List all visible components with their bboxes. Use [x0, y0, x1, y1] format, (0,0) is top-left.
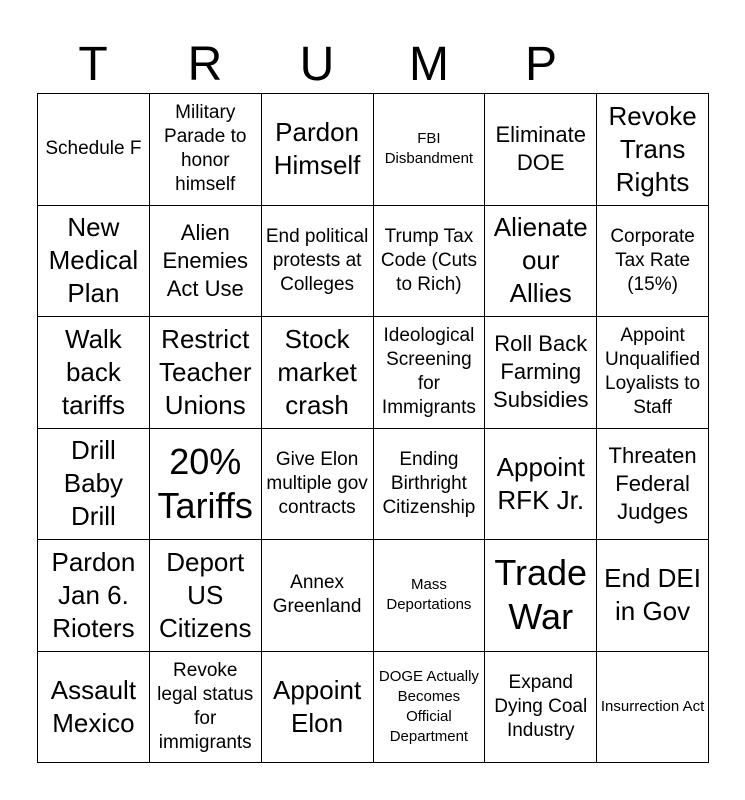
bingo-cell[interactable] — [150, 94, 262, 206]
cell-text: Appoint Unqualified Loyalists to Staff — [605, 325, 701, 419]
bingo-cell[interactable] — [38, 317, 150, 429]
bingo-cell[interactable] — [150, 317, 262, 429]
cell-text: Deport US Citizens — [159, 546, 252, 643]
cell-text: Trump Tax Code (Cuts to Rich) — [380, 225, 477, 295]
bingo-cell[interactable] — [374, 94, 486, 206]
cell-text: Eliminate DOE — [495, 122, 586, 176]
cell-text: Corporate Tax Rate (15%) — [610, 225, 695, 295]
bingo-cell[interactable] — [38, 540, 150, 652]
bingo-cell[interactable] — [262, 94, 374, 206]
cell-text: Give Elon multiple gov contracts — [266, 448, 368, 518]
bingo-cell[interactable] — [374, 429, 486, 541]
bingo-cell[interactable] — [485, 94, 597, 206]
bingo-cell[interactable] — [150, 540, 262, 652]
cell-text: Ideological Screening for Immigrants — [381, 325, 476, 419]
bingo-cell[interactable] — [485, 206, 597, 318]
cell-text: Annex Greenland — [272, 572, 362, 618]
bingo-cell[interactable] — [150, 652, 262, 764]
header-letter-u: U — [299, 38, 335, 91]
header-letter-p: P — [524, 38, 557, 91]
bingo-cell[interactable] — [597, 540, 709, 652]
cell-text: End DEI in Gov — [604, 563, 701, 627]
cell-text: Revoke legal status for immigrants — [157, 659, 254, 753]
cell-text: Expand Dying Coal Industry — [494, 671, 588, 741]
cell-text: Alien Enemies Act Use — [162, 219, 249, 301]
cell-text: Restrict Teacher Unions — [158, 323, 252, 420]
header-letter-m: M — [409, 38, 449, 91]
bingo-board — [37, 93, 709, 763]
cell-text: Roll Back Farming Subsidies — [493, 331, 589, 413]
cell-text: Alienate our Allies — [493, 212, 588, 309]
cell-text: Drill Baby Drill — [63, 435, 124, 532]
cell-text: Schedule F — [45, 138, 142, 160]
bingo-cell[interactable] — [485, 317, 597, 429]
cell-text: Walk back tariffs — [61, 323, 125, 420]
bingo-cell[interactable] — [150, 429, 262, 541]
bingo-cell[interactable] — [597, 317, 709, 429]
bingo-cell[interactable] — [374, 540, 486, 652]
bingo-cell[interactable] — [262, 206, 374, 318]
cell-text: Appoint Elon — [272, 674, 362, 738]
header-letter-r: R — [187, 38, 223, 91]
cell-text: FBI Disbandment — [384, 130, 474, 168]
bingo-cell[interactable] — [485, 429, 597, 541]
bingo-cell[interactable] — [374, 317, 486, 429]
bingo-cell[interactable] — [150, 206, 262, 318]
cell-text: Pardon Himself — [273, 117, 361, 181]
cell-text: Revoke Trans Rights — [608, 100, 697, 197]
bingo-cell[interactable] — [597, 429, 709, 541]
bingo-cell[interactable] — [597, 206, 709, 318]
bingo-cell[interactable] — [38, 429, 150, 541]
cell-text: Insurrection Act — [600, 697, 705, 715]
bingo-cell[interactable] — [485, 540, 597, 652]
bingo-cell[interactable] — [374, 206, 486, 318]
bingo-cell[interactable] — [38, 94, 150, 206]
bingo-cell[interactable] — [262, 652, 374, 764]
cell-text: Trade War — [494, 552, 588, 638]
bingo-cell[interactable] — [597, 94, 709, 206]
bingo-header — [37, 38, 709, 92]
cell-text: Assault Mexico — [50, 674, 137, 738]
cell-text: Appoint RFK Jr. — [496, 451, 585, 515]
cell-text: Ending Birthright Citizenship — [382, 448, 476, 518]
bingo-cell[interactable] — [38, 206, 150, 318]
bingo-cell[interactable] — [597, 652, 709, 764]
cell-text: 20% Tariffs — [157, 440, 253, 526]
cell-text: Mass Deportations — [386, 576, 472, 614]
bingo-cell[interactable] — [262, 540, 374, 652]
bingo-cell[interactable] — [262, 429, 374, 541]
header-letter-t: T — [78, 38, 108, 91]
cell-text: End political protests at Colleges — [265, 225, 369, 295]
cell-text: New Medical Plan — [48, 212, 139, 309]
bingo-cell[interactable] — [485, 652, 597, 764]
cell-text: Military Parade to honor himself — [164, 102, 247, 196]
cell-text: Pardon Jan 6. Rioters — [51, 546, 136, 643]
cell-text: DOGE Actually Becomes Official Department — [378, 667, 479, 745]
cell-text: Stock market crash — [277, 323, 357, 420]
bingo-cell[interactable] — [262, 317, 374, 429]
cell-text: Threaten Federal Judges — [608, 442, 697, 524]
bingo-cell[interactable] — [38, 652, 150, 764]
bingo-cell[interactable] — [374, 652, 486, 764]
